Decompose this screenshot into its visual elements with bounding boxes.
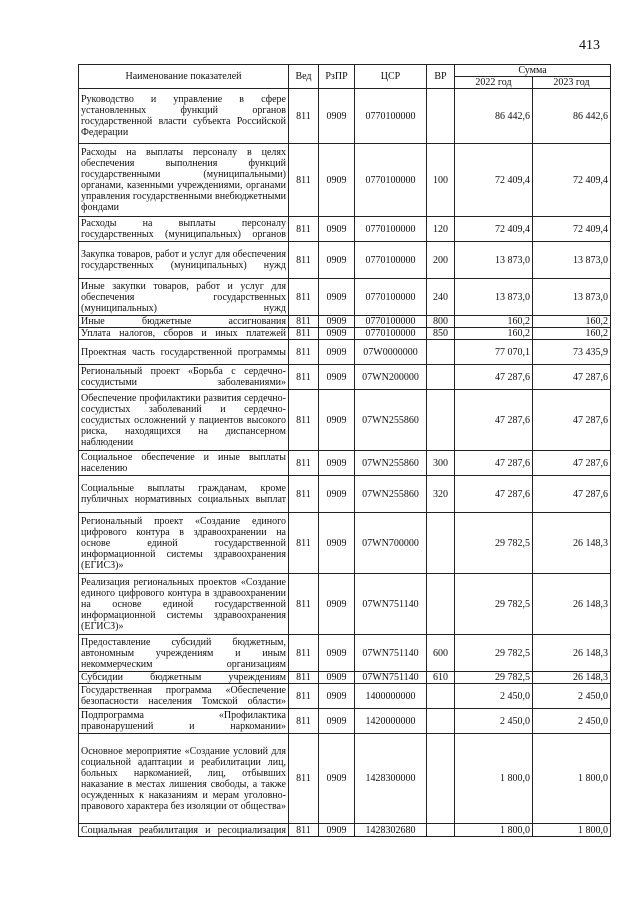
row-sum-2022: 47 287,6: [455, 365, 533, 390]
row-ved: 811: [289, 390, 319, 451]
table-body: [79, 89, 611, 837]
row-sum-2022: 13 873,0: [455, 279, 533, 316]
row-rzpr: 0909: [319, 365, 355, 390]
table-row: [79, 635, 611, 672]
row-sum-2022: 77 070,1: [455, 340, 533, 365]
header-year-2022: 2022 год: [455, 77, 533, 89]
row-csr: 0770100000: [355, 217, 427, 242]
table-row: [79, 734, 611, 824]
row-ved: 811: [289, 316, 319, 328]
row-name: Основное мероприятие «Создание условий для социальной адаптации и реабилитации лиц, больных наркоманией, лиц, отбывших наказание в местах лишения свободы, а также осужденных к наказаниям и мерам уголовно-правового характера без изоляции от общества»: [79, 734, 289, 824]
row-sum-2022: 29 782,5: [455, 513, 533, 574]
row-csr: 1428300000: [355, 734, 427, 824]
row-sum-2022: 86 442,6: [455, 89, 533, 144]
table-row: [79, 328, 611, 340]
table-row: [79, 89, 611, 144]
row-rzpr: 0909: [319, 709, 355, 734]
header-name: Наименование показателей: [79, 65, 289, 89]
row-sum-2023: 47 287,6: [533, 390, 611, 451]
row-csr: 07WN255860: [355, 390, 427, 451]
row-name: Реализация региональных проектов «Создание единого цифрового контура в здравоохранении на основе единой государственной информационной системы здравоохранения (ЕГИСЗ)»: [79, 574, 289, 635]
row-vr: 600: [427, 635, 455, 672]
row-rzpr: 0909: [319, 340, 355, 365]
row-sum-2023: 86 442,6: [533, 89, 611, 144]
row-rzpr: 0909: [319, 89, 355, 144]
row-sum-2022: 2 450,0: [455, 684, 533, 709]
row-rzpr: 0909: [319, 513, 355, 574]
row-vr: 120: [427, 217, 455, 242]
row-sum-2022: 13 873,0: [455, 242, 533, 279]
row-name: Обеспечение профилактики развития сердечно-сосудистых заболеваний и сердечно-сосудистых осложнений у пациентов высокого риска, находящихся на диспансерном наблюдении: [79, 390, 289, 451]
row-rzpr: 0909: [319, 476, 355, 513]
row-rzpr: 0909: [319, 390, 355, 451]
row-name: Уплата налогов, сборов и иных платежей: [79, 328, 289, 340]
row-ved: 811: [289, 635, 319, 672]
row-rzpr: 0909: [319, 574, 355, 635]
row-rzpr: 0909: [319, 279, 355, 316]
row-name: Предоставление субсидий бюджетным, автономным учреждениям и иным некоммерческим организациям: [79, 635, 289, 672]
row-name: Проектная часть государственной программы: [79, 340, 289, 365]
row-rzpr: 0909: [319, 635, 355, 672]
row-rzpr: 0909: [319, 824, 355, 837]
row-ved: 811: [289, 672, 319, 684]
row-name: Расходы на выплаты персоналу в целях обеспечения выполнения функций государственными (муниципальными) органами, казенными учреждениями, органами управления государственными внебюджетными фондами: [79, 144, 289, 217]
row-csr: 0770100000: [355, 89, 427, 144]
row-csr: 07WN700000: [355, 513, 427, 574]
row-sum-2022: 29 782,5: [455, 635, 533, 672]
row-sum-2023: 2 450,0: [533, 709, 611, 734]
table-header: [79, 65, 611, 89]
row-ved: 811: [289, 279, 319, 316]
header-vr: ВР: [427, 65, 455, 89]
row-csr: 0770100000: [355, 279, 427, 316]
row-ved: 811: [289, 89, 319, 144]
row-ved: 811: [289, 824, 319, 837]
table-row: [79, 709, 611, 734]
row-sum-2023: 72 409,4: [533, 144, 611, 217]
header-sum: Сумма: [455, 65, 611, 77]
row-name: Региональный проект «Создание единого цифрового контура в здравоохранении на основе единой государственной информационной системы здравоохранения (ЕГИСЗ)»: [79, 513, 289, 574]
row-csr: 1420000000: [355, 709, 427, 734]
table-row: [79, 476, 611, 513]
row-sum-2022: 1 800,0: [455, 824, 533, 837]
table-row: [79, 574, 611, 635]
row-csr: 0770100000: [355, 328, 427, 340]
row-vr: 320: [427, 476, 455, 513]
row-ved: 811: [289, 684, 319, 709]
row-rzpr: 0909: [319, 217, 355, 242]
table-row: [79, 279, 611, 316]
row-csr: 0770100000: [355, 242, 427, 279]
row-ved: 811: [289, 217, 319, 242]
row-name: Субсидии бюджетным учреждениям: [79, 672, 289, 684]
row-vr: [427, 340, 455, 365]
row-csr: 1400000000: [355, 684, 427, 709]
row-vr: [427, 684, 455, 709]
row-name: Социальное обеспечение и иные выплаты населению: [79, 451, 289, 476]
row-name: Расходы на выплаты персоналу государственных (муниципальных) органов: [79, 217, 289, 242]
row-rzpr: 0909: [319, 242, 355, 279]
row-name: Государственная программа «Обеспечение безопасности населения Томской области»: [79, 684, 289, 709]
row-sum-2022: 29 782,5: [455, 574, 533, 635]
row-ved: 811: [289, 574, 319, 635]
row-vr: 200: [427, 242, 455, 279]
row-sum-2022: 47 287,6: [455, 476, 533, 513]
row-vr: [427, 365, 455, 390]
row-vr: [427, 709, 455, 734]
table-row: [79, 365, 611, 390]
row-sum-2023: 2 450,0: [533, 684, 611, 709]
row-rzpr: 0909: [319, 316, 355, 328]
row-vr: 610: [427, 672, 455, 684]
row-name: Социальные выплаты гражданам, кроме публичных нормативных социальных выплат: [79, 476, 289, 513]
table-row: [79, 242, 611, 279]
row-sum-2022: 72 409,4: [455, 217, 533, 242]
page-number: 413: [579, 38, 600, 53]
header-csr: ЦСР: [355, 65, 427, 89]
row-sum-2023: 26 148,3: [533, 574, 611, 635]
row-sum-2023: 1 800,0: [533, 824, 611, 837]
header-year-2023: 2023 год: [533, 77, 611, 89]
row-name: Руководство и управление в сфере установленных функций органов государственной власти субъекта Российской Федерации: [79, 89, 289, 144]
row-csr: 07WN751140: [355, 672, 427, 684]
row-csr: 0770100000: [355, 144, 427, 217]
row-ved: 811: [289, 734, 319, 824]
row-rzpr: 0909: [319, 144, 355, 217]
header-ved: Вед: [289, 65, 319, 89]
row-ved: 811: [289, 242, 319, 279]
row-sum-2023: 73 435,9: [533, 340, 611, 365]
row-sum-2023: 47 287,6: [533, 451, 611, 476]
table-row: [79, 513, 611, 574]
row-vr: [427, 89, 455, 144]
table-row: [79, 217, 611, 242]
row-vr: 300: [427, 451, 455, 476]
row-name: Иные бюджетные ассигнования: [79, 316, 289, 328]
row-rzpr: 0909: [319, 451, 355, 476]
row-ved: 811: [289, 476, 319, 513]
row-ved: 811: [289, 709, 319, 734]
row-sum-2022: 72 409,4: [455, 144, 533, 217]
table-row: [79, 390, 611, 451]
row-sum-2023: 47 287,6: [533, 365, 611, 390]
row-ved: 811: [289, 340, 319, 365]
row-vr: [427, 574, 455, 635]
row-sum-2023: 160,2: [533, 328, 611, 340]
row-vr: 800: [427, 316, 455, 328]
row-csr: 0770100000: [355, 316, 427, 328]
row-sum-2022: 160,2: [455, 316, 533, 328]
row-sum-2023: 1 800,0: [533, 734, 611, 824]
row-name: Региональный проект «Борьба с сердечно-сосудистыми заболеваниями»: [79, 365, 289, 390]
table-row: [79, 316, 611, 328]
row-name: Подпрограмма «Профилактика правонарушений и наркомании»: [79, 709, 289, 734]
row-vr: [427, 734, 455, 824]
row-vr: [427, 390, 455, 451]
budget-table: [78, 64, 611, 837]
row-sum-2022: 47 287,6: [455, 451, 533, 476]
row-csr: 07W0000000: [355, 340, 427, 365]
table-row: [79, 824, 611, 837]
row-sum-2022: 160,2: [455, 328, 533, 340]
table-row: [79, 451, 611, 476]
header-rzpr: РзПР: [319, 65, 355, 89]
row-sum-2023: 160,2: [533, 316, 611, 328]
row-csr: 07WN751140: [355, 635, 427, 672]
row-sum-2023: 13 873,0: [533, 279, 611, 316]
row-sum-2023: 26 148,3: [533, 672, 611, 684]
row-ved: 811: [289, 144, 319, 217]
row-rzpr: 0909: [319, 734, 355, 824]
row-name: Закупка товаров, работ и услуг для обеспечения государственных (муниципальных) нужд: [79, 242, 289, 279]
row-sum-2023: 47 287,6: [533, 476, 611, 513]
row-rzpr: 0909: [319, 672, 355, 684]
row-vr: 240: [427, 279, 455, 316]
row-ved: 811: [289, 451, 319, 476]
row-vr: 100: [427, 144, 455, 217]
row-ved: 811: [289, 513, 319, 574]
row-sum-2023: 72 409,4: [533, 217, 611, 242]
row-vr: 850: [427, 328, 455, 340]
table-row: [79, 144, 611, 217]
row-name: Социальная реабилитация и ресоциализация: [79, 824, 289, 837]
row-vr: [427, 824, 455, 837]
row-name: Иные закупки товаров, работ и услуг для обеспечения государственных (муниципальных) нужд: [79, 279, 289, 316]
table-row: [79, 340, 611, 365]
row-rzpr: 0909: [319, 684, 355, 709]
row-ved: 811: [289, 365, 319, 390]
table-row: [79, 672, 611, 684]
row-csr: 1428302680: [355, 824, 427, 837]
row-ved: 811: [289, 328, 319, 340]
row-sum-2023: 26 148,3: [533, 635, 611, 672]
row-vr: [427, 513, 455, 574]
row-csr: 07WN200000: [355, 365, 427, 390]
row-csr: 07WN751140: [355, 574, 427, 635]
row-sum-2022: 29 782,5: [455, 672, 533, 684]
row-csr: 07WN255860: [355, 451, 427, 476]
row-sum-2022: 1 800,0: [455, 734, 533, 824]
row-sum-2022: 2 450,0: [455, 709, 533, 734]
row-sum-2023: 13 873,0: [533, 242, 611, 279]
row-rzpr: 0909: [319, 328, 355, 340]
row-csr: 07WN255860: [355, 476, 427, 513]
row-sum-2022: 47 287,6: [455, 390, 533, 451]
row-sum-2023: 26 148,3: [533, 513, 611, 574]
table-row: [79, 684, 611, 709]
